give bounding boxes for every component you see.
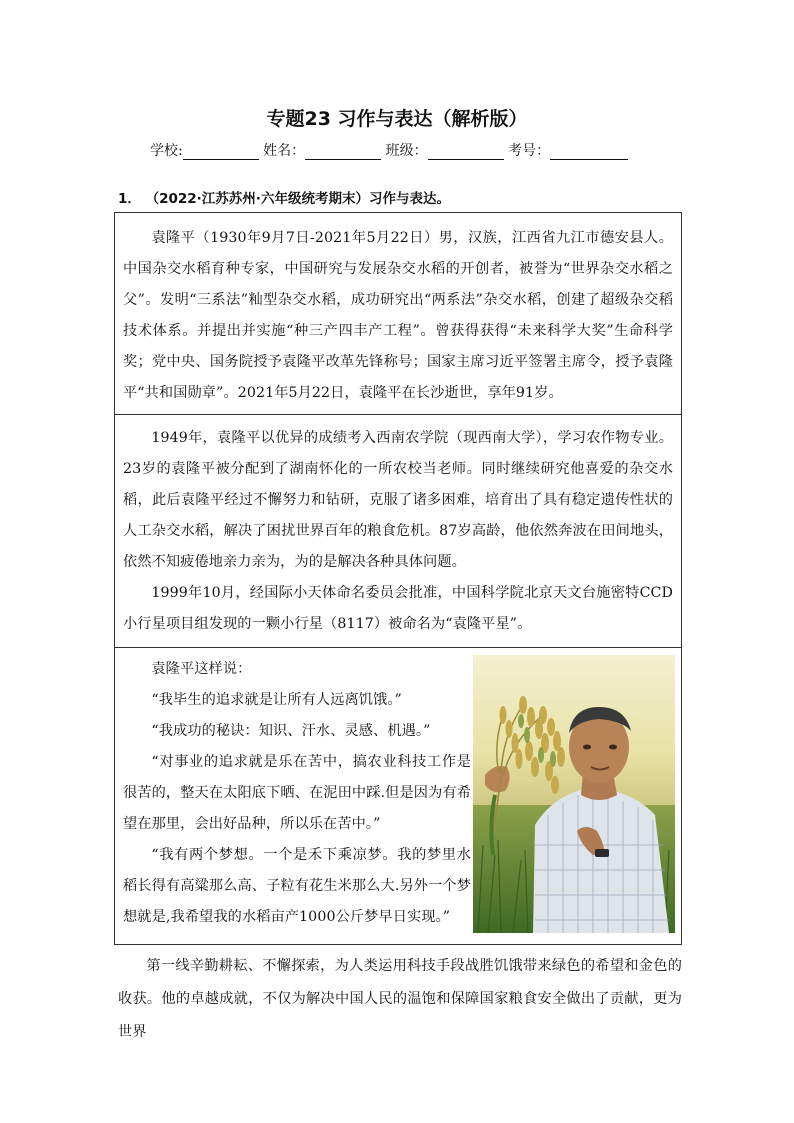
class-blank <box>428 145 504 160</box>
quote-1: “我毕生的追求就是让所有人远离饥饿。” <box>151 692 402 708</box>
quote-2: “我成功的秘诀：知识、汗水、灵感、机遇。” <box>151 723 431 739</box>
name-blank <box>305 145 381 160</box>
story-paragraph-1: 1949年，袁隆平以优异的成绩考入西南农学院（现西南大学），学习农作物专业。23岁的袁隆平被分配到了湖南怀化的一所农校当老师。同时继续研究他喜爱的杂交水稻，此后袁隆平经过不懈努力和钻研，克服了诸多困难，培育出了具有稳定遗传性状的人工杂交水稻，解决了困扰世界百年的粮食危机。87岁高龄，他依然奔波在田间地头，依然不知疲倦地亲力亲为，为的是解决各种具体问题。 <box>123 430 673 570</box>
continuation-paragraph: 第一线辛勤耕耘、不懈探索，为人类运用科技手段战胜饥饿带来绿色的希望和金色的收获。他的卓越成就，不仅为解决中国人民的温饱和保障国家粮食安全做出了贡献，更为世界 <box>118 958 682 1040</box>
quote-3: “对事业的追求就是乐在苦中，搞农业科技工作是很苦的，整天在太阳底下晒、在泥田中踩.但是因为有希望在那里，会出好品种，所以乐在苦中。” <box>123 754 471 832</box>
material-box-story <box>114 414 682 648</box>
rice-field-photo <box>473 655 675 933</box>
name-label: 姓名： <box>263 143 306 159</box>
material-box-biography <box>114 212 682 415</box>
continuation-text <box>118 950 682 1049</box>
quotes-intro: 袁隆平这样说： <box>151 661 252 677</box>
question-number: 1． <box>118 191 141 207</box>
page-title: 专题23 习作与表达（解析版） <box>266 108 528 130</box>
story-paragraph-2: 1999年10月，经国际小天体命名委员会批准，中国科学院北京天文台施密特CCD小行星项目组发现的一颗小行星（8117）被命名为“袁隆平星”。 <box>123 585 673 632</box>
quotes-text <box>123 654 471 933</box>
material-box-quotes <box>114 647 682 945</box>
quote-4: “我有两个梦想。一个是禾下乘凉梦。我的梦里水稻长得有高粱那么高、子粒有花生米那么大.另外一个梦想就是,我希望我的水稻亩产1000公斤梦早日实现。” <box>123 847 471 925</box>
question-source: （2022·江苏苏州·六年级统考期末）习作与表达。 <box>145 191 450 207</box>
school-blank <box>183 145 259 160</box>
class-label: 班级： <box>385 143 428 159</box>
id-label: 考号： <box>508 143 551 159</box>
id-blank <box>550 145 628 160</box>
school-label: 学校: <box>150 143 183 159</box>
student-info-line <box>150 140 628 160</box>
question-heading <box>118 187 450 207</box>
biography-paragraph: 袁隆平（1930年9月7日-2021年5月22日）男，汉族，江西省九江市德安县人。中国杂交水稻育种专家，中国研究与发展杂交水稻的开创者，被誉为“世界杂交水稻之父”。发明“三系法”籼型杂交水稻，成功研究出“两系法”杂交水稻，创建了超级杂交稻技术体系。并提出并实施“种三产四丰产工程”。曾获得获得“未来科学大奖”生命科学奖；党中央、国务院授予袁隆平改革先锋称号；国家主席习近平签署主席令，授予袁隆平“共和国勋章”。2021年5月22日，袁隆平在长沙逝世，享年91岁。 <box>123 230 673 401</box>
